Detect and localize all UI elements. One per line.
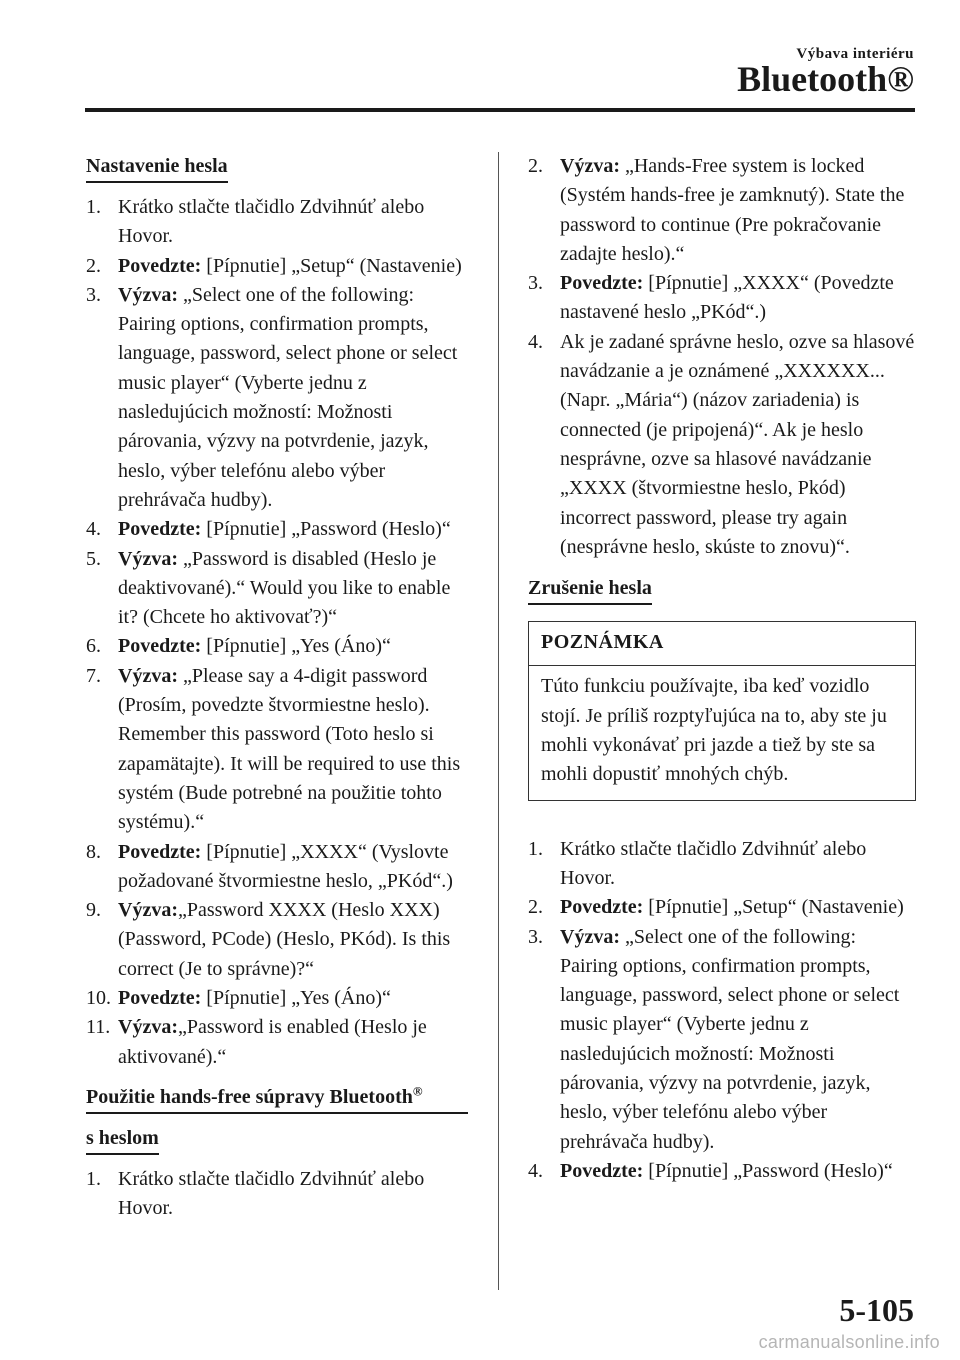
column-divider [498,152,499,1290]
step-text: [Pípnutie] „Setup“ (Nastavenie) [643,896,904,919]
list-item [528,923,916,1157]
list-item [528,152,916,269]
step-text: [Pípnutie] „Yes (Áno)“ [201,635,391,658]
note-body: Túto funkciu používajte, iba keď vozidlo stojí. Je príliš rozptyľujúca na to, aby ste ju mohli vykonávať pri jazde a tiež by ste sa mohli dopustiť mnohých chýb. [541,675,887,786]
step-number: 3. [528,925,543,948]
step-keyword: Povedzte: [118,635,202,658]
section-title: Bluetooth® [737,59,914,99]
registered-mark: ® [412,1083,423,1099]
step-number: 6. [86,635,101,658]
list-item [86,252,468,281]
step-text: Krátko stlačte tlačidlo Zdvihnúť alebo Hovor. [118,196,425,248]
step-text: „Select one of the following: Pairing options, confirmation prompts, language, password, select phone or select music player“ (Vyberte jednu z nasledujúcich možností: Možnosti párovania, výzvy na potvrdenie, jazyk, heslo, výber telefónu alebo výber prehrávača hudby). [118,283,458,511]
step-text: [Pípnutie] „Yes (Áno)“ [201,987,391,1010]
step-keyword: Povedzte: [118,254,202,277]
step-number: 8. [86,840,101,863]
note-box [528,621,916,800]
list-item [86,984,468,1013]
steps-handsfree-continued [528,152,916,562]
step-number: 5. [86,547,101,570]
step-number: 1. [86,1167,101,1190]
step-number: 3. [86,283,101,306]
step-text: „Select one of the following: Pairing options, confirmation prompts, language, password, select phone or select music player“ (Vyberte jednu z nasledujúcich možností: Možnosti párovania, výzvy na potvrdenie, jazyk, heslo, výber telefónu alebo výber prehrávača hudby). [560,925,900,1153]
step-keyword: Povedzte: [560,1159,644,1182]
step-keyword: Výzva: [118,664,178,687]
list-item [528,269,916,328]
heading-password-setup: Nastavenie hesla [86,153,228,183]
step-keyword: Výzva: [560,925,620,948]
step-number: 2. [528,896,543,919]
list-item [528,893,916,922]
list-item [86,1013,468,1072]
steps-password-setup [86,193,468,1072]
step-text: [Pípnutie] „XXXX“ (Povedzte nastavené heslo „PKód“.) [560,272,894,324]
step-number: 11. [86,1016,111,1039]
step-number: 1. [86,196,101,218]
list-item [528,835,916,894]
list-item [86,193,468,252]
heading-handsfree-line2: s heslom [86,1125,159,1155]
step-number: 2. [528,155,543,177]
step-text: „Hands-Free system is locked (Systém hands-free je zamknutý). State the password to continue (Pre pokračovanie zadajte heslo).“ [560,155,905,265]
step-number: 1. [528,837,543,860]
step-text: Ak je zadané správne heslo, ozve sa hlasové navádzanie a je oznámené „XXXXXX... (Napr. „Mária“) (názov zariadenia) is connected (je pripojená)“. Ak je heslo nesprávne, ozve sa hlasové navádzanie „XXXX (štvormiestne heslo, Pkód) incorrect password, please try again (nesprávne heslo, skúste to znovu)“. [560,330,915,558]
step-keyword: Povedzte: [560,272,644,295]
step-keyword: Výzva: [560,155,620,177]
step-number: 9. [86,899,101,922]
heading-handsfree-with-password [86,1084,468,1114]
step-text: „Password is disabled (Heslo je deaktivované).“ Would you like to enable it? (Chcete ho aktivovať?)“ [118,547,451,629]
list-item [86,632,468,661]
step-text: Krátko stlačte tlačidlo Zdvihnúť alebo Hovor. [118,1167,425,1220]
note-title: POZNÁMKA [529,622,915,666]
section-subtitle: Výbava interiéru [796,46,914,62]
step-number: 10. [86,987,111,1010]
list-item [528,328,916,562]
list-item [528,1157,916,1186]
steps-handsfree [86,1165,468,1224]
step-keyword: Výzva: [118,283,178,306]
step-text: [Pípnutie] „Setup“ (Nastavenie) [201,254,462,277]
step-number: 3. [528,272,543,295]
heading-handsfree-text: Použitie hands-free súpravy Bluetooth [86,1085,413,1108]
right-column [528,152,916,1198]
list-item [86,662,468,838]
step-keyword: Povedzte: [118,518,202,541]
step-keyword: Výzva: [118,899,178,922]
step-keyword: Povedzte: [118,840,202,863]
step-keyword: Povedzte: [560,896,644,919]
steps-password-cancel [528,835,916,1187]
header-rule [85,108,915,112]
step-text: „Password XXXX (Heslo XXX) (Password, PCode) (Heslo, PKód). Is this correct (Je to správne)?“ [118,899,451,980]
list-item [86,515,468,544]
step-number: 4. [86,518,101,541]
step-keyword: Povedzte: [118,987,202,1010]
step-text: [Pípnutie] „XXXX“ (Vyslovte požadované štvormiestne heslo, „PKód“.) [118,840,453,892]
step-text: „Password is enabled (Heslo je aktivované).“ [118,1016,427,1068]
step-text: Krátko stlačte tlačidlo Zdvihnúť alebo Hovor. [560,837,867,889]
step-text: „Please say a 4-digit password (Prosím, povedzte štvormiestne heslo). Remember this password (Toto heslo si zapamätajte). It will be required to use this systém (Bude potrebné na použitie tohto systému).“ [118,664,461,834]
page-number: 5-105 [839,1292,914,1328]
step-keyword: Výzva: [118,547,178,570]
list-item [86,545,468,633]
watermark: carmanualsonline.info [758,1332,940,1352]
list-item [86,838,468,897]
step-number: 4. [528,1159,543,1182]
step-number: 2. [86,254,101,277]
step-text: [Pípnutie] „Password (Heslo)“ [201,518,451,541]
step-number: 4. [528,330,543,353]
heading-password-cancel: Zrušenie hesla [528,575,652,605]
list-item [86,896,468,984]
left-column [86,152,468,1236]
list-item [86,281,468,515]
list-item [86,1165,468,1224]
step-keyword: Výzva: [118,1016,178,1039]
step-number: 7. [86,664,101,687]
step-text: [Pípnutie] „Password (Heslo)“ [643,1159,893,1182]
